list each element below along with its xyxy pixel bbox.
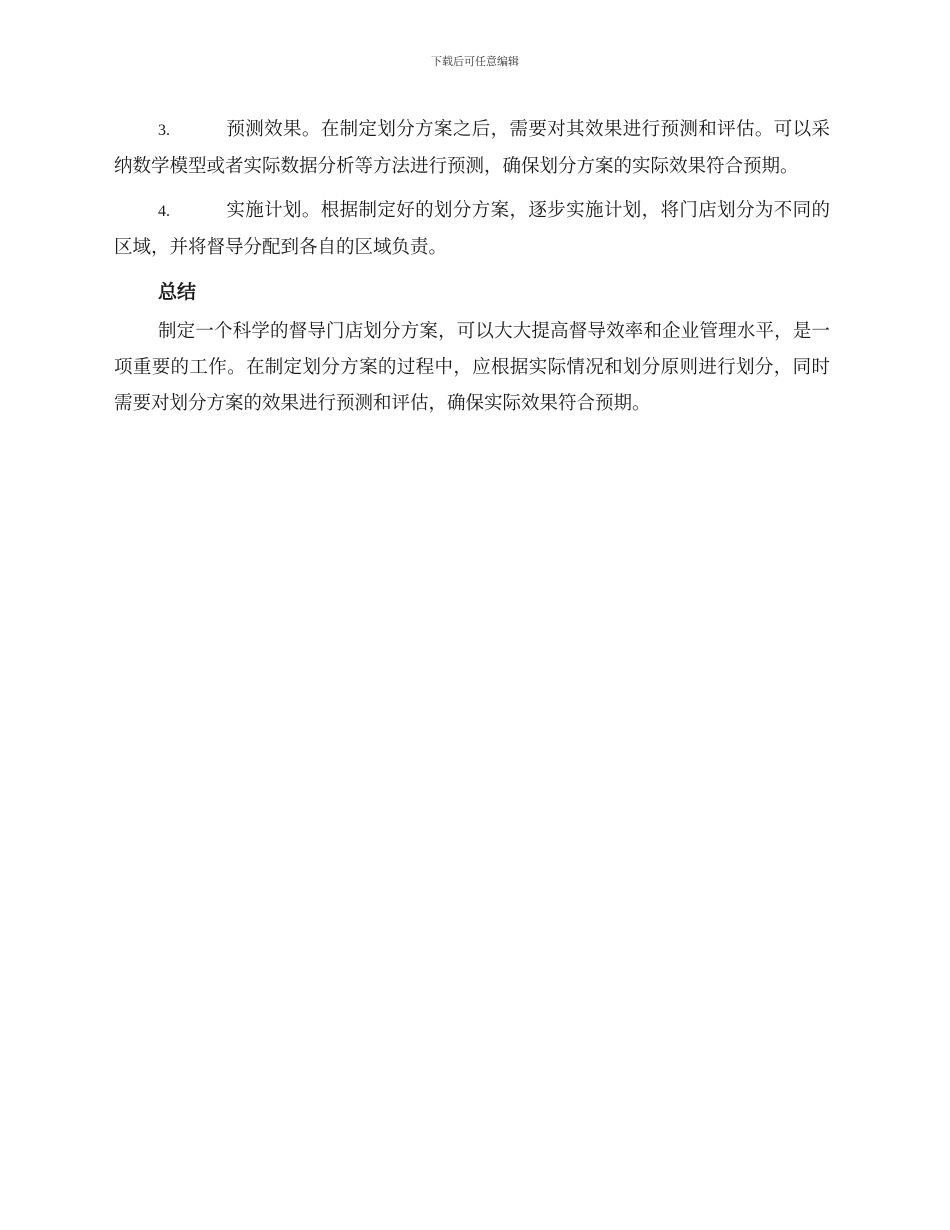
section-heading: 总结 [158, 281, 197, 303]
list-item [114, 112, 830, 185]
list-item-number: 4. [158, 203, 170, 220]
page-header: 下载后可任意编辑 [431, 55, 519, 68]
summary-paragraph: 制定一个科学的督导门店划分方案，可以大大提高督导效率和企业管理水平，是一项重要的工作。在制定划分方案的过程中，应根据实际情况和划分原则进行划分，同时需要对划分方案的效果进行预测和评估，确保实际效果符合预期。 [114, 321, 830, 414]
list-item [114, 193, 830, 266]
list-item-number: 3. [158, 122, 170, 139]
document-body [114, 112, 830, 422]
list-item-text: 实施计划。根据制定好的划分方案，逐步实施计划，将门店划分为不同的区域，并将督导分配到各自的区域负责。 [114, 200, 830, 258]
list-item-text: 预测效果。在制定划分方案之后，需要对其效果进行预测和评估。可以采纳数学模型或者实际数据分析等方法进行预测，确保划分方案的实际效果符合预期。 [114, 119, 830, 177]
